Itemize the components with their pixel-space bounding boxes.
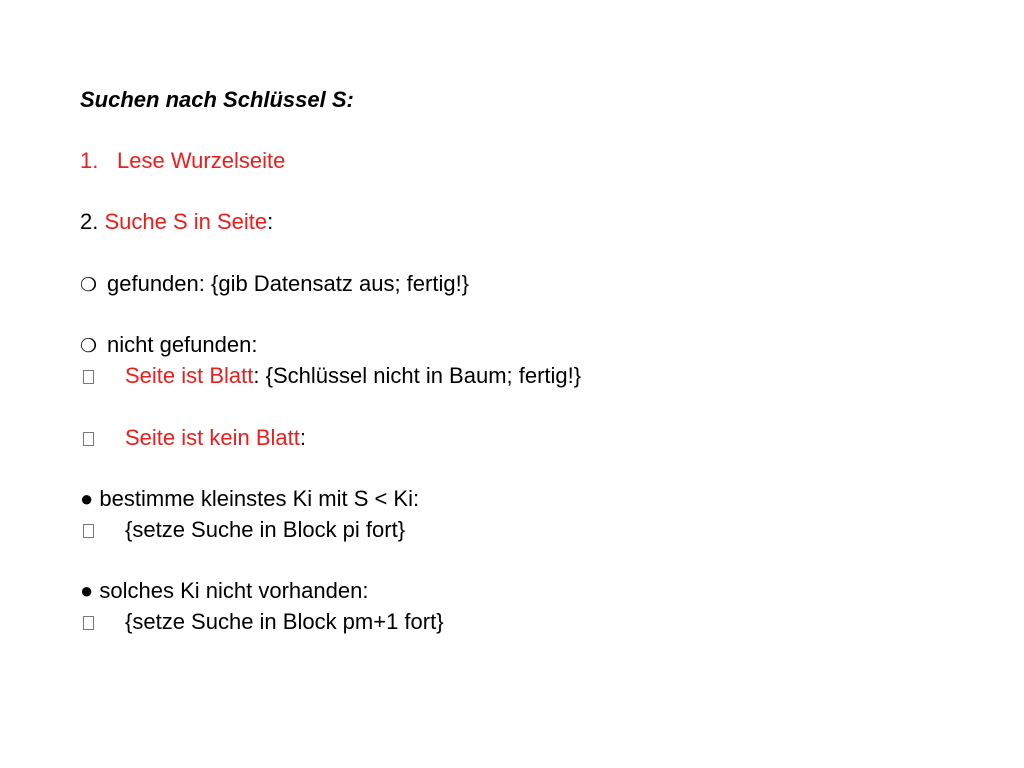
case-no-key: ● solches Ki nicht vorhanden: (80, 578, 369, 603)
step-2-text: Suche S in Seite (104, 209, 268, 234)
missing-glyph-icon (83, 432, 94, 446)
slide-title: Suchen nach Schlüssel S: (80, 87, 354, 112)
step-1 (80, 147, 285, 175)
case-no-key-action-text: {setze Suche in Block pm+1 fort} (125, 609, 444, 634)
case-not-found-text: nicht gefunden: (107, 332, 258, 357)
circle-bullet-icon: ❍ (80, 274, 98, 296)
step-2 (80, 208, 273, 236)
case-found-text: gefunden: {gib Datensatz aus; fertig!} (107, 271, 470, 296)
step-2-suffix: : (267, 209, 274, 234)
subcase-no-leaf (80, 424, 306, 452)
case-not-found (80, 331, 257, 360)
case-smallest-key: ● bestimme kleinstes Ki mit S < Ki: (80, 486, 420, 511)
circle-bullet-icon: ❍ (80, 335, 98, 357)
missing-glyph-icon (83, 370, 94, 384)
subcase-leaf-label: Seite ist Blatt (125, 363, 254, 388)
step-1-number: 1. (80, 148, 99, 173)
step-2-number: 2. (80, 209, 99, 234)
subcase-leaf-text: : {Schlüssel nicht in Baum; fertig!} (253, 363, 582, 388)
step-1-text: Lese Wurzelseite (117, 148, 286, 173)
case-no-key-action (80, 608, 444, 636)
subcase-leaf (80, 362, 581, 390)
subcase-no-leaf-text: : (299, 425, 306, 450)
case-smallest-key-action (80, 516, 405, 544)
subcase-no-leaf-label: Seite ist kein Blatt (125, 425, 300, 450)
missing-glyph-icon (83, 524, 94, 538)
case-smallest-key-action-text: {setze Suche in Block pi fort} (125, 517, 406, 542)
case-found (80, 270, 469, 299)
missing-glyph-icon (83, 616, 94, 630)
